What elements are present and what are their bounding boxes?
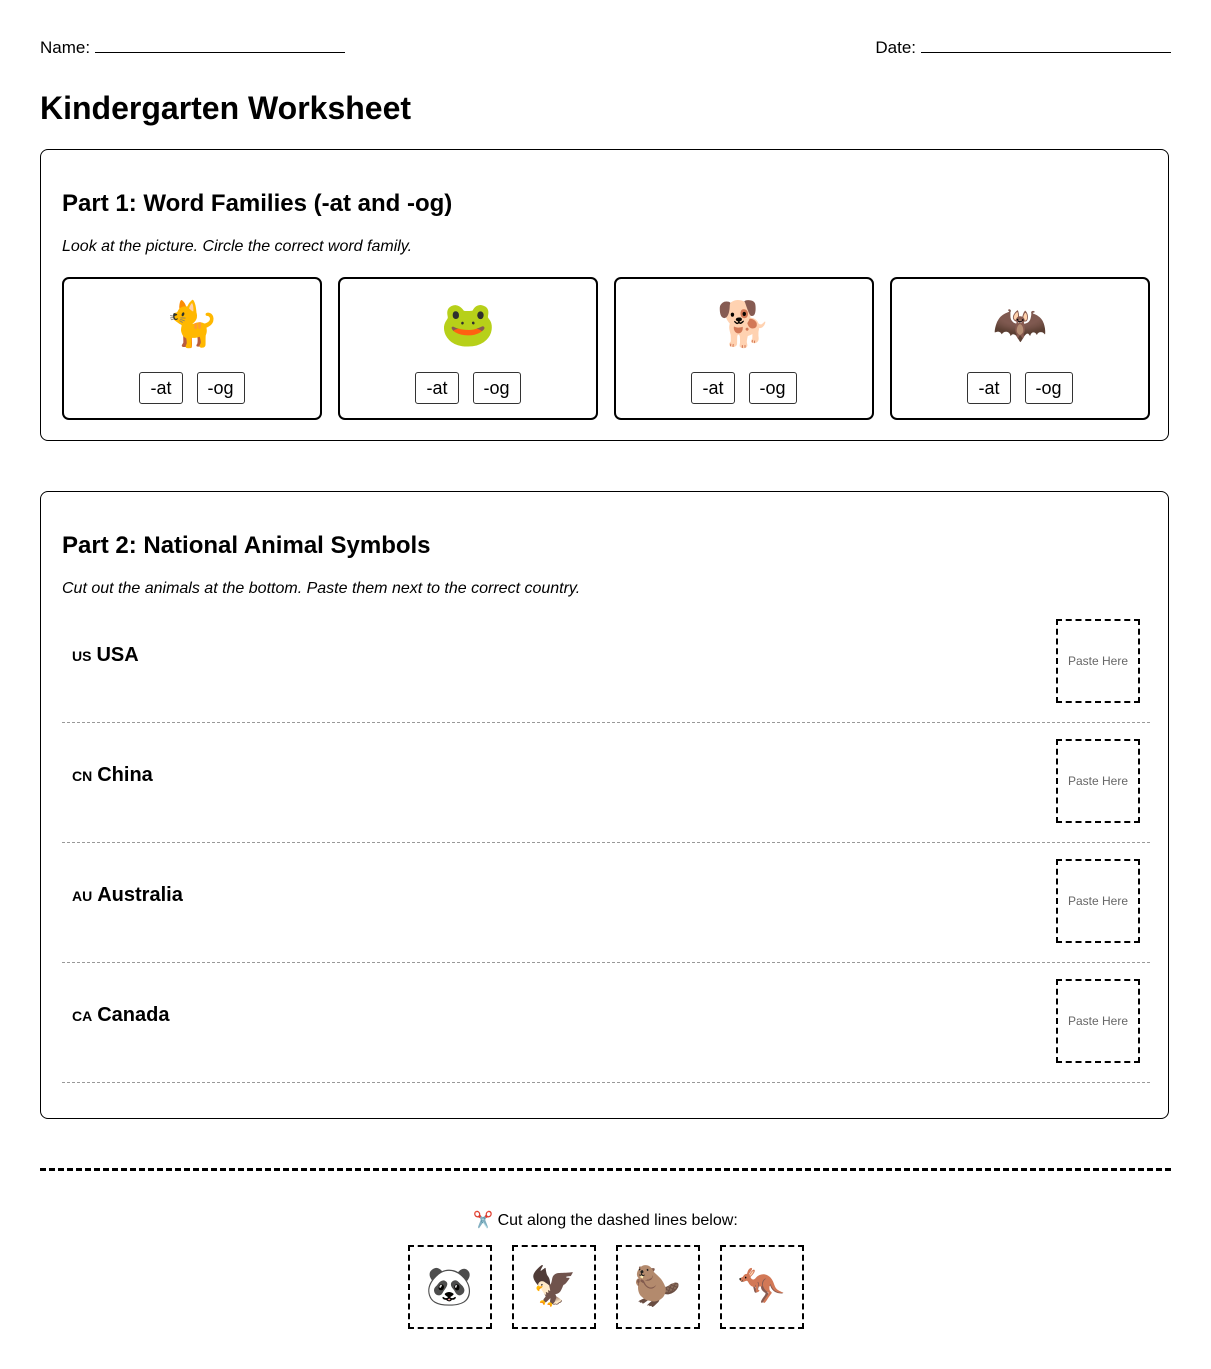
country-name: China — [97, 764, 153, 786]
flag-icon: US — [72, 648, 92, 664]
country-row — [62, 963, 1150, 1083]
cat-icon: 🐈 — [164, 300, 220, 349]
option-at[interactable]: -at — [691, 372, 734, 404]
country-row — [62, 723, 1150, 843]
date-field[interactable]: Date: — [875, 38, 1171, 58]
dog-icon: 🐕 — [716, 300, 772, 349]
name-line[interactable] — [95, 52, 345, 53]
word-card — [614, 277, 874, 420]
country-name: Australia — [97, 884, 183, 906]
option-og[interactable]: -og — [1025, 372, 1073, 404]
flag-icon: AU — [72, 888, 93, 904]
frog-icon: 🐸 — [440, 300, 496, 349]
paste-box[interactable]: Paste Here — [1056, 619, 1140, 703]
bat-icon: 🦇 — [992, 300, 1048, 349]
part2-title: Part 2: National Animal Symbols — [62, 532, 431, 559]
part2-section — [40, 491, 1169, 1119]
country-row — [62, 603, 1150, 723]
part1-instruction: Look at the picture. Circle the correct word family. — [62, 238, 413, 255]
date-line[interactable] — [921, 52, 1171, 53]
flag-icon: CA — [72, 1008, 93, 1024]
option-at[interactable]: -at — [139, 372, 182, 404]
header-fields — [40, 38, 1171, 60]
option-at[interactable]: -at — [967, 372, 1010, 404]
page-title: Kindergarten Worksheet — [40, 90, 412, 126]
cut-line-divider — [40, 1168, 1171, 1171]
option-at[interactable]: -at — [415, 372, 458, 404]
beaver-icon[interactable]: 🦫 — [616, 1245, 700, 1329]
part2-instruction: Cut out the animals at the bottom. Paste them next to the correct country. — [62, 580, 581, 597]
option-og[interactable]: -og — [749, 372, 797, 404]
scissors-icon: ✂️ — [473, 1212, 494, 1229]
panda-icon[interactable]: 🐼 — [408, 1245, 492, 1329]
option-og[interactable]: -og — [473, 372, 521, 404]
word-family-cards — [62, 277, 1150, 420]
eagle-icon[interactable]: 🦅 — [512, 1245, 596, 1329]
paste-box[interactable]: Paste Here — [1056, 859, 1140, 943]
cut-note: ✂️ Cut along the dashed lines below: — [473, 1212, 738, 1229]
country-name: USA — [96, 644, 139, 666]
cutout-pieces — [0, 1245, 1211, 1329]
word-card — [62, 277, 322, 420]
part1-title: Part 1: Word Families (-at and -og) — [62, 190, 453, 217]
paste-box[interactable]: Paste Here — [1056, 739, 1140, 823]
word-card — [338, 277, 598, 420]
country-name: Canada — [97, 1004, 170, 1026]
paste-box[interactable]: Paste Here — [1056, 979, 1140, 1063]
flag-icon: CN — [72, 768, 93, 784]
option-og[interactable]: -og — [197, 372, 245, 404]
part1-section — [40, 149, 1169, 441]
name-field[interactable]: Name: — [40, 38, 345, 58]
country-row — [62, 843, 1150, 963]
kangaroo-icon[interactable]: 🦘 — [720, 1245, 804, 1329]
word-card — [890, 277, 1150, 420]
